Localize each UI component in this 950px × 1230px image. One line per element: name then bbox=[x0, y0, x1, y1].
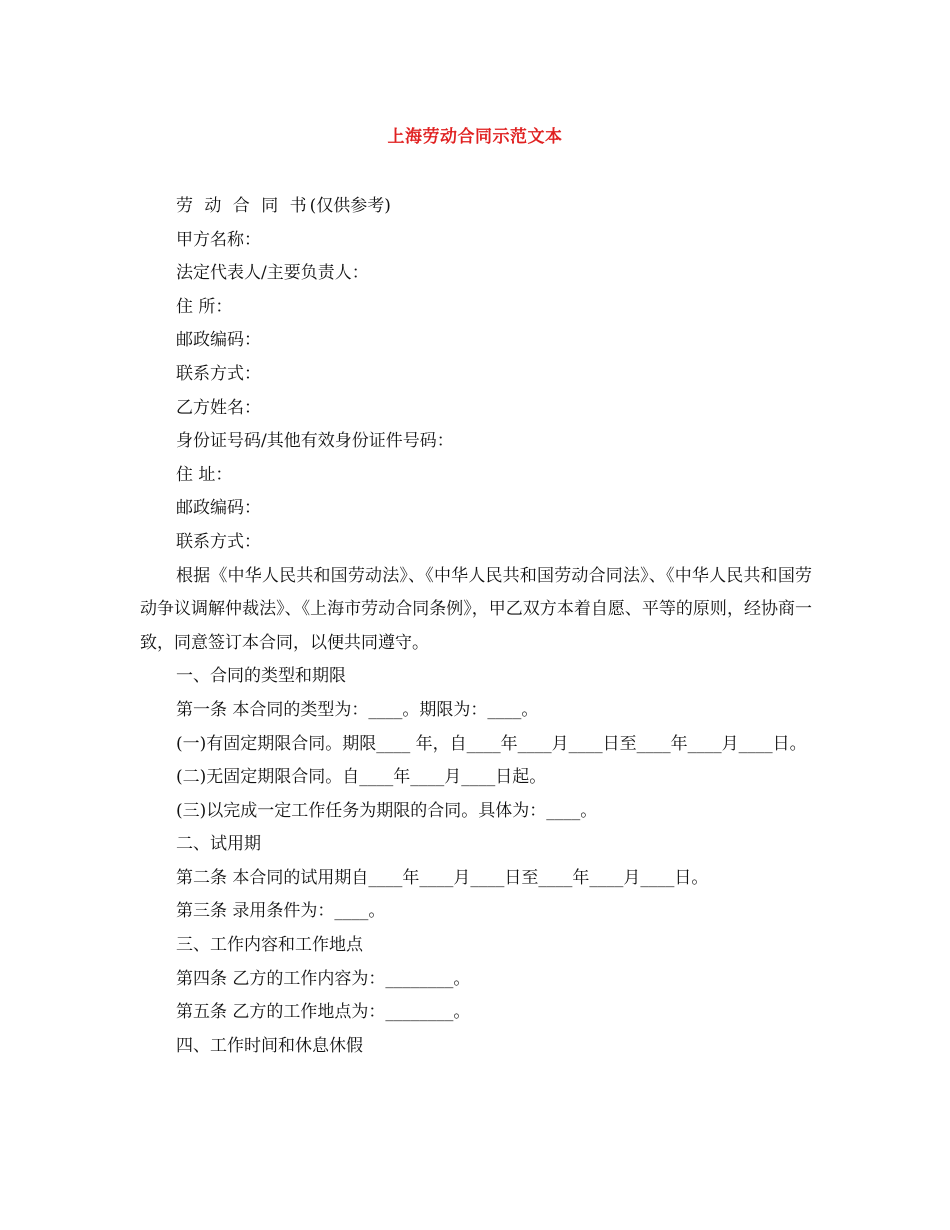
preamble-paragraph: 根据《中华人民共和国劳动法》、《中华人民共和国劳动合同法》、《中华人民共和国劳动争议调解仲裁法》、《上海市劳动合同条例》，甲乙双方本着自愿、平等的原则，经协商一致，同意签订本合同，以便共同遵守。 bbox=[140, 565, 812, 653]
subtitle-note: (仅供参考) bbox=[309, 196, 391, 216]
section-4-heading: 四、工作时间和休息休假 bbox=[176, 1035, 363, 1056]
field-party-a-postcode: 邮政编码： bbox=[176, 330, 261, 351]
document-title: 上海劳动合同示范文本 bbox=[387, 127, 563, 147]
article-5: 第五条 乙方的工作地点为：________。 bbox=[176, 1002, 471, 1023]
article-1-task-term: (三)以完成一定工作任务为期限的合同。具体为：____。 bbox=[176, 800, 598, 821]
article-1-open-term: (二)无固定期限合同。自____年____月____日起。 bbox=[176, 767, 547, 788]
article-3: 第三条 录用条件为：____。 bbox=[176, 901, 386, 922]
field-party-b-postcode: 邮政编码： bbox=[176, 498, 261, 519]
article-1: 第一条 本合同的类型为：____。期限为：____。 bbox=[176, 699, 539, 720]
contract-subtitle bbox=[140, 190, 812, 224]
document-body bbox=[140, 190, 812, 1063]
field-party-a-name: 甲方名称： bbox=[176, 229, 261, 250]
field-party-b-id: 身份证号码/其他有效身份证件号码： bbox=[176, 431, 454, 452]
article-4: 第四条 乙方的工作内容为：________。 bbox=[176, 968, 471, 989]
article-2: 第二条 本合同的试用期自____年____月____日至____年____月____日。 bbox=[176, 867, 709, 888]
field-party-a-address: 住 所： bbox=[176, 296, 233, 317]
subtitle-main: 劳 动 合 同 书 bbox=[176, 196, 310, 216]
field-party-b-address: 住 址： bbox=[176, 464, 233, 485]
field-legal-rep: 法定代表人/主要负责人： bbox=[176, 263, 369, 284]
field-party-a-contact: 联系方式： bbox=[176, 363, 261, 384]
field-party-b-contact: 联系方式： bbox=[176, 531, 261, 552]
field-party-b-name: 乙方姓名： bbox=[176, 397, 261, 418]
section-1-heading: 一、合同的类型和期限 bbox=[176, 666, 346, 687]
section-2-heading: 二、试用期 bbox=[176, 834, 261, 855]
section-3-heading: 三、工作内容和工作地点 bbox=[176, 935, 363, 956]
article-1-fixed-term: (一)有固定期限合同。期限____ 年，自____年____月____日至____年____月____日。 bbox=[176, 733, 807, 754]
